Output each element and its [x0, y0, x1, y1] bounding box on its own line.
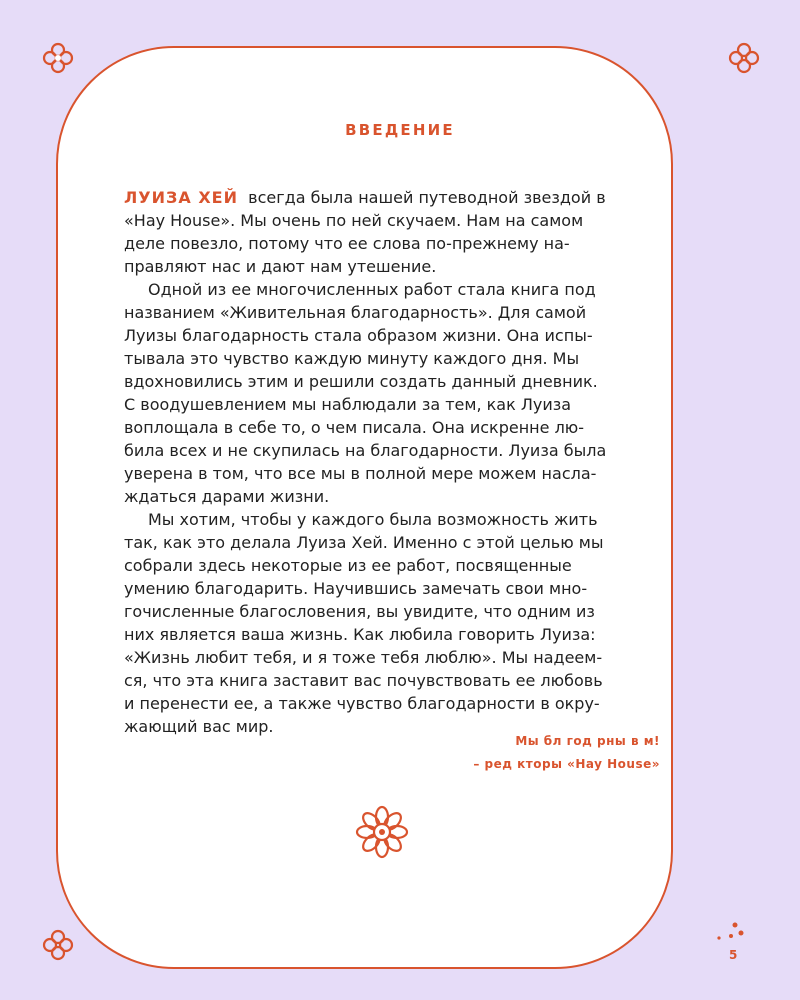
text-line: ЛУИЗА ХЕЙ всегда была нашей путеводной звездой в	[124, 188, 606, 207]
text-line: так, как это делала Луиза Хей. Именно с этой целью мы	[124, 533, 604, 552]
signature-line-1: Мы бл год рны в м!	[515, 734, 660, 748]
text-line: била всех и не скупилась на благодарности. Луиза была	[124, 441, 607, 460]
text-line: С воодушевлением мы наблюдали за тем, как Луиза	[124, 395, 572, 414]
text-line: воплощала в себе то, о чем писала. Она искренне лю-	[124, 418, 585, 437]
text-line: Мы хотим, чтобы у каждого была возможность жить	[148, 510, 598, 529]
top-right-quatrefoil-icon	[727, 41, 761, 75]
text-line: них является ваша жизнь. Как любила говорить Луиза:	[124, 625, 596, 644]
top-left-quatrefoil-icon	[41, 41, 75, 75]
text-line: собрали здесь некоторые из ее работ, посвященные	[124, 556, 572, 575]
text-line: «Hay House». Мы очень по ней скучаем. Нам на самом	[124, 211, 584, 230]
text-line: ждаться дарами жизни.	[124, 487, 330, 506]
text-line: уверена в том, что все мы в полной мере можем насла-	[124, 464, 597, 483]
signature-line-2: – ред кторы «Hay House»	[473, 757, 660, 771]
text-line: Луизы благодарность стала образом жизни. Она испы-	[124, 326, 593, 345]
text-line: «Жизнь любит тебя, и я тоже тебя люблю». Мы надеем-	[124, 648, 603, 667]
author-name: ЛУИЗА ХЕЙ	[124, 188, 238, 207]
text-line: деле повезло, потому что ее слова по-прежнему на-	[124, 234, 570, 253]
text-line: жающий вас мир.	[124, 717, 274, 736]
text-line: гочисленные благословения, вы увидите, что одним из	[124, 602, 595, 621]
text-line: названием «Живительная благодарность». Для самой	[124, 303, 587, 322]
dots-ornament-icon	[715, 921, 745, 947]
text-line: вдохновились этим и решили создать данный дневник.	[124, 372, 598, 391]
text-line: и перенести ее, а также чувство благодарности в окру-	[124, 694, 600, 713]
text-line: правляют нас и дают нам утешение.	[124, 257, 437, 276]
bottom-left-quatrefoil-icon	[41, 928, 75, 962]
flower-ornament-icon	[354, 804, 410, 860]
body-text	[124, 186, 664, 738]
page-title: ВВЕДЕНИЕ	[345, 121, 455, 139]
text-line: тывала это чувство каждую минуту каждого дня. Мы	[124, 349, 580, 368]
text-line: Одной из ее многочисленных работ стала книга под	[148, 280, 596, 299]
text-line: ся, что эта книга заставит вас почувствовать ее любовь	[124, 671, 603, 690]
text-line: умению благодарить. Научившись замечать свои мно-	[124, 579, 588, 598]
page-number: 5	[729, 948, 738, 962]
